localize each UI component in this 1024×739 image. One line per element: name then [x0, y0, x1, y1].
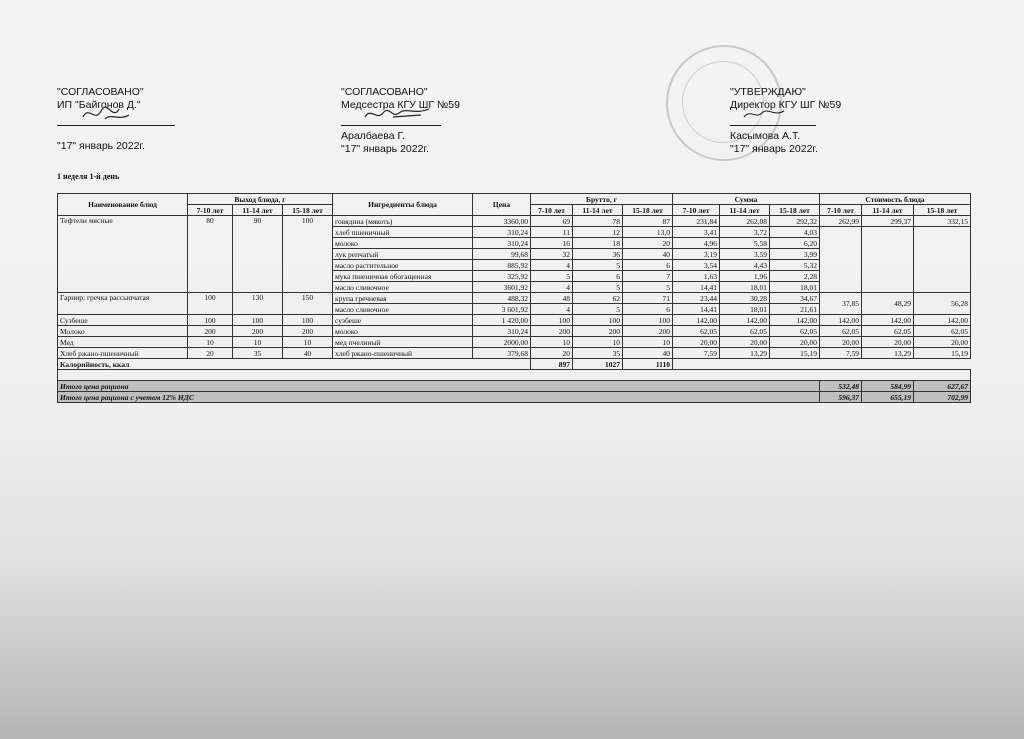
approval-block-1: [57, 86, 175, 153]
dish-yield: 100: [283, 216, 333, 293]
gross-value: 12: [573, 227, 623, 238]
ingredient-name: масло растительное: [333, 260, 473, 271]
total-vat-row: [58, 392, 971, 403]
age-header: 11-14 лет: [720, 205, 770, 216]
gross-value: 36: [573, 249, 623, 260]
ingredient-name: хлеб пшеничный: [333, 227, 473, 238]
ingredient-name: масло сливочное: [333, 282, 473, 293]
dish-yield: 20: [188, 348, 233, 359]
ingredient-name: молоко: [333, 238, 473, 249]
ingredient-name: сузбеше: [333, 315, 473, 326]
dish-yield: 40: [283, 348, 333, 359]
signature-line: [341, 113, 441, 126]
dish-name: Хлеб ржано-пшеничный: [58, 348, 188, 359]
gross-value: 11: [531, 227, 573, 238]
gross-value: 100: [623, 315, 673, 326]
approval-block-3: [730, 86, 841, 156]
dish-yield: 130: [233, 293, 283, 315]
paper-shadow: [0, 560, 1024, 739]
table-row: [58, 337, 971, 348]
dish-yield: 200: [188, 326, 233, 337]
dish-yield: 80: [188, 216, 233, 293]
ingredient-name: молоко: [333, 326, 473, 337]
sum-value: 4,03: [770, 227, 820, 238]
table-row: [58, 326, 971, 337]
gross-value: 40: [623, 249, 673, 260]
gross-value: 16: [531, 238, 573, 249]
sum-value: 18,01: [720, 282, 770, 293]
sum-value: 5,32: [770, 260, 820, 271]
empty-cell: [862, 227, 914, 293]
dish-yield: 100: [188, 293, 233, 315]
age-header: 11-14 лет: [862, 205, 914, 216]
signature-mark: [740, 103, 790, 125]
sum-value: 20,00: [673, 337, 720, 348]
age-header: 11-14 лет: [233, 205, 283, 216]
gross-value: 10: [531, 337, 573, 348]
table-row: [58, 216, 971, 227]
ingredient-name: говядина (мякоть): [333, 216, 473, 227]
calories-value: 897: [531, 359, 573, 370]
approval-status: "УТВЕРЖДАЮ": [730, 86, 806, 98]
cost-value: 13,29: [862, 348, 914, 359]
age-header: 15-18 лет: [623, 205, 673, 216]
ingredient-name: хлеб ржано-пшеничный: [333, 348, 473, 359]
gross-value: 5: [573, 282, 623, 293]
approval-status: "СОГЛАСОВАНО": [341, 86, 428, 98]
calories-value: 1027: [573, 359, 623, 370]
ingredient-price: 3360,00: [473, 216, 531, 227]
gross-value: 6: [623, 304, 673, 315]
ingredient-price: 885,92: [473, 260, 531, 271]
dish-yield: 150: [283, 293, 333, 315]
dish-name: Тефтели мясные: [58, 216, 188, 293]
cost-value: 15,19: [914, 348, 971, 359]
total-vat-value: 596,37: [820, 392, 862, 403]
sum-value: 3,54: [673, 260, 720, 271]
gross-value: 69: [531, 216, 573, 227]
gross-value: 7: [623, 271, 673, 282]
approval-date: "17" январь 2022г.: [57, 140, 145, 152]
gross-value: 6: [573, 271, 623, 282]
approval-status: "СОГЛАСОВАНО": [57, 86, 144, 98]
table-row: [58, 293, 971, 304]
sum-value: 292,32: [770, 216, 820, 227]
dish-name: Мед: [58, 337, 188, 348]
approval-block-2: [341, 86, 460, 156]
sum-value: 20,00: [720, 337, 770, 348]
sum-value: 1,63: [673, 271, 720, 282]
sum-value: 142,00: [770, 315, 820, 326]
sum-value: 62,05: [673, 326, 720, 337]
sum-value: 18,01: [720, 304, 770, 315]
table-row: [58, 315, 971, 326]
cost-value: 142,00: [820, 315, 862, 326]
week-day-title: 1 неделя 1-й день: [57, 172, 120, 181]
age-header: 7-10 лет: [188, 205, 233, 216]
cost-value: 20,00: [914, 337, 971, 348]
dish-name: Гарнир: гречка рассыпчатая: [58, 293, 188, 315]
cost-value: 20,00: [820, 337, 862, 348]
empty-cell: [673, 359, 971, 370]
sum-value: 3,59: [720, 249, 770, 260]
ingredient-price: 310,24: [473, 326, 531, 337]
sum-value: 3,41: [673, 227, 720, 238]
ingredient-price: 310,24: [473, 227, 531, 238]
calories-value: 1110: [623, 359, 673, 370]
cost-value: 7,59: [820, 348, 862, 359]
sum-value: 1,96: [720, 271, 770, 282]
ingredient-name: крупа гречневая: [333, 293, 473, 304]
gross-value: 20: [531, 348, 573, 359]
cost-value: 62,05: [914, 326, 971, 337]
gross-value: 200: [573, 326, 623, 337]
header-sum: Сумма: [673, 194, 820, 205]
gross-value: 20: [623, 238, 673, 249]
sum-value: 62,05: [770, 326, 820, 337]
ingredient-price: 99,68: [473, 249, 531, 260]
sum-value: 14,41: [673, 282, 720, 293]
sum-value: 3,99: [770, 249, 820, 260]
ingredient-name: лук репчатый: [333, 249, 473, 260]
gross-value: 40: [623, 348, 673, 359]
gross-value: 78: [573, 216, 623, 227]
cost-value: 56,28: [914, 293, 971, 315]
gross-value: 5: [623, 282, 673, 293]
gross-value: 200: [623, 326, 673, 337]
dish-yield: 200: [283, 326, 333, 337]
header-ingredients: Ингредиенты блюда: [333, 194, 473, 216]
sum-value: 231,84: [673, 216, 720, 227]
signature-line: [57, 113, 175, 126]
gross-value: 48: [531, 293, 573, 304]
age-header: 15-18 лет: [770, 205, 820, 216]
cost-value: 262,99: [820, 216, 862, 227]
sum-value: 3,19: [673, 249, 720, 260]
header-cost: Стоимость блюда: [820, 194, 971, 205]
sum-value: 23,44: [673, 293, 720, 304]
ingredient-price: 3601,92: [473, 282, 531, 293]
sum-value: 15,19: [770, 348, 820, 359]
sum-value: 262,08: [720, 216, 770, 227]
dish-yield: 10: [283, 337, 333, 348]
cost-value: 48,29: [862, 293, 914, 315]
sum-value: 7,59: [673, 348, 720, 359]
ingredient-price: 325,92: [473, 271, 531, 282]
age-header: 15-18 лет: [914, 205, 971, 216]
approval-position: Директор КГУ ШГ №59: [730, 99, 842, 111]
dish-name: Молоко: [58, 326, 188, 337]
gross-value: 10: [623, 337, 673, 348]
sum-value: 4,43: [720, 260, 770, 271]
total-label: Итого цена рациона: [58, 381, 820, 392]
gross-value: 32: [531, 249, 573, 260]
age-header: 7-10 лет: [531, 205, 573, 216]
cost-value: 299,37: [862, 216, 914, 227]
gross-value: 18: [573, 238, 623, 249]
signature-line: [730, 113, 816, 126]
gross-value: 62: [573, 293, 623, 304]
sum-value: 21,61: [770, 304, 820, 315]
gross-value: 6: [623, 260, 673, 271]
cost-value: 20,00: [862, 337, 914, 348]
approval-name: Аралбаева Г.: [341, 130, 405, 142]
dish-yield: 10: [188, 337, 233, 348]
dish-yield: 200: [233, 326, 283, 337]
ingredient-price: 1 420,00: [473, 315, 531, 326]
sum-value: 13,29: [720, 348, 770, 359]
cost-value: 62,05: [820, 326, 862, 337]
gross-value: 200: [531, 326, 573, 337]
empty-cell: [914, 227, 971, 293]
gross-value: 5: [573, 304, 623, 315]
calories-row: [58, 359, 971, 370]
empty-cell: [820, 227, 862, 293]
ingredient-name: масло сливочное: [333, 304, 473, 315]
gross-value: 4: [531, 260, 573, 271]
gross-value: 100: [531, 315, 573, 326]
gross-value: 4: [531, 282, 573, 293]
sum-value: 30,28: [720, 293, 770, 304]
gross-value: 87: [623, 216, 673, 227]
sum-value: 142,00: [673, 315, 720, 326]
total-value: 627,67: [914, 381, 971, 392]
total-vat-label: Итого цена рациона с учетом 12% НДС: [58, 392, 820, 403]
header-gross: Брутто, г: [531, 194, 673, 205]
spacer-cell: [58, 370, 971, 381]
ingredient-price: 2000,00: [473, 337, 531, 348]
cost-value: 62,05: [862, 326, 914, 337]
total-row: [58, 381, 971, 392]
signature-mark: [363, 103, 433, 125]
age-header: 15-18 лет: [283, 205, 333, 216]
header-price: Цена: [473, 194, 531, 216]
total-value: 584,99: [862, 381, 914, 392]
dish-yield: 35: [233, 348, 283, 359]
approval-position: Медсестра КГУ ШГ №59: [341, 99, 460, 111]
table-row: [58, 348, 971, 359]
sum-value: 6,20: [770, 238, 820, 249]
cost-value: 37,85: [820, 293, 862, 315]
sum-value: 18,01: [770, 282, 820, 293]
sum-value: 20,00: [770, 337, 820, 348]
signature-mark: [79, 103, 139, 125]
gross-value: 71: [623, 293, 673, 304]
sum-value: 142,00: [720, 315, 770, 326]
header-yield: Выход блюда, г: [188, 194, 333, 205]
age-header: 7-10 лет: [673, 205, 720, 216]
approval-date: "17" январь 2022г.: [730, 143, 818, 155]
gross-value: 4: [531, 304, 573, 315]
ingredient-name: мед пчелиный: [333, 337, 473, 348]
approval-position: ИП "Байгонов Д.": [57, 99, 141, 111]
header-dish: Наименование блюд: [58, 194, 188, 216]
sum-value: 5,58: [720, 238, 770, 249]
ingredient-price: 310,24: [473, 238, 531, 249]
gross-value: 13,0: [623, 227, 673, 238]
header-row-1: [58, 194, 971, 205]
dish-yield: 100: [283, 315, 333, 326]
ingredient-name: мука пшеничная обогащенная: [333, 271, 473, 282]
dish-yield: 100: [233, 315, 283, 326]
sum-value: 4,96: [673, 238, 720, 249]
cost-value: 332,15: [914, 216, 971, 227]
sum-value: 62,05: [720, 326, 770, 337]
total-vat-value: 655,19: [862, 392, 914, 403]
calories-label: Калорийность, ккал: [58, 359, 531, 370]
sum-value: 2,28: [770, 271, 820, 282]
gross-value: 35: [573, 348, 623, 359]
gross-value: 10: [573, 337, 623, 348]
age-header: 7-10 лет: [820, 205, 862, 216]
ingredient-price: 3 601,92: [473, 304, 531, 315]
cost-value: 142,00: [862, 315, 914, 326]
approval-date: "17" январь 2022г.: [341, 143, 429, 155]
gross-value: 5: [573, 260, 623, 271]
menu-table: [57, 193, 971, 403]
ingredient-price: 488,32: [473, 293, 531, 304]
sum-value: 3,72: [720, 227, 770, 238]
spacer-row: [58, 370, 971, 381]
total-value: 532,48: [820, 381, 862, 392]
approval-name: Касымова А.Т.: [730, 130, 801, 142]
dish-yield: 10: [233, 337, 283, 348]
sum-value: 34,67: [770, 293, 820, 304]
dish-yield: 100: [188, 315, 233, 326]
gross-value: 100: [573, 315, 623, 326]
dish-yield: 90: [233, 216, 283, 293]
total-vat-value: 702,99: [914, 392, 971, 403]
ingredient-price: 379,68: [473, 348, 531, 359]
age-header: 11-14 лет: [573, 205, 623, 216]
cost-value: 142,00: [914, 315, 971, 326]
dish-name: Сузбеше: [58, 315, 188, 326]
gross-value: 5: [531, 271, 573, 282]
sum-value: 14,41: [673, 304, 720, 315]
